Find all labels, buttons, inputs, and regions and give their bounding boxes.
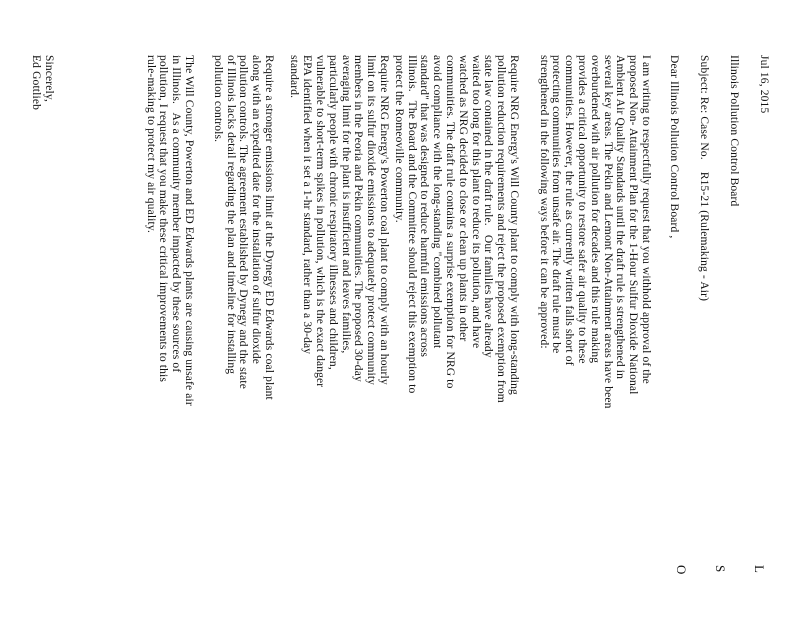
- request-paragraph-line: pollution reduction requirements and reject the proposed exemption from: [495, 55, 508, 403]
- letter-signature: Ed Gottlieb: [30, 55, 42, 110]
- intro-paragraph-line: Ambient Air Quality Standards until the draft rule is strengthened in: [614, 55, 627, 379]
- intro-paragraph-line: I am writing to respectfully request that you withhold approval of the: [640, 55, 652, 384]
- request-paragraph-line: pollution controls.: [211, 55, 224, 143]
- intro-paragraph-line: proposed Non- Attainment Plan for the 1-Hour Sulfur Dioxide National: [627, 55, 640, 395]
- request-paragraph-line: Require NRG Energy's Powerton coal plant to comply with an hourly: [378, 55, 390, 385]
- request-paragraph-line: communities. The draft rule contains a surprise exemption for NRG to: [444, 55, 456, 389]
- letter-date: Jul 16, 2015: [758, 55, 770, 114]
- request-paragraph-line: watched as NRG decided to close or clean up plants in other: [456, 55, 469, 342]
- request-paragraph-line: waited too long for this plant to reduce its pollution, and have: [469, 55, 482, 349]
- request-paragraph-line: standard" that was designed to reduce harmful emissions across: [418, 55, 431, 358]
- request-paragraph-line: limit on its sulfur dioxide emissions to adequately protect community: [365, 55, 378, 386]
- letter-closing: Sincerely,: [43, 55, 55, 103]
- request-paragraph-line: particularly people with chronic respiratory illnesses and children,: [326, 55, 339, 370]
- request-paragraph-line: of Illinois lacks detail regarding the plan and timeline for installing: [224, 55, 237, 375]
- request-paragraph-line: averaging limit for the plant is insufficient and leaves families,: [339, 55, 352, 354]
- request-paragraph-line: protect the Romeoville community.: [392, 55, 405, 223]
- request-paragraph-line: vulnerable to short-term spikes in pollution, which is the exact danger: [314, 55, 326, 388]
- corner-mark-line: L: [752, 565, 767, 573]
- intro-paragraph-line: communities. However, the rule as currently written falls short of: [563, 55, 576, 366]
- request-paragraph-line: along with an expedited date for the installation of sulfur dioxide: [250, 55, 263, 364]
- intro-paragraph-line: strengthened in the following ways before it can be approved:: [537, 55, 550, 349]
- intro-paragraph-line: provides a critical opportunity to restore safer air quality to these: [576, 55, 588, 364]
- request-paragraph-line: pollution controls. The agreement established by Dynegy and the state: [237, 55, 250, 389]
- letter-recipient: Illinois Pollution Control Board: [728, 55, 740, 207]
- letter-subject: Subject: Re: Case No. R15-21 (Rulemaking - Air): [698, 55, 710, 302]
- request-paragraph-line: Illinois. The Board and the Committee should reject this exemption to: [405, 55, 418, 394]
- intro-paragraph-line: overburdened with air pollution for decades and this rule making: [588, 55, 601, 364]
- corner-mark-line: O: [674, 565, 689, 575]
- corner-mark: [649, 565, 792, 578]
- request-paragraph-line: Require a stronger emissions limit at the Dynegy ED Edwards coal plant: [263, 55, 275, 400]
- request-paragraph-line: members in the Peoria and Pekin communities. The proposed 30-day: [352, 55, 365, 382]
- request-paragraph-line: The Will County, Powerton and ED Edwards plants are causing unsafe air: [183, 55, 195, 406]
- corner-mark-line: S: [713, 565, 728, 573]
- intro-paragraph-line: several key areas. The Pekin and Lemont Non-Attainment areas have been: [601, 55, 614, 409]
- request-paragraph-line: in Illinois. As a community member impacted by these sources of: [170, 55, 183, 373]
- request-paragraph-line: state law contained in the draft rule. Our families have already: [482, 55, 495, 358]
- request-paragraph-line: rule-making to protect my air quality.: [144, 55, 157, 234]
- request-paragraph-line: Require NRG Energy's Will County plant to comply with long-standing: [508, 55, 520, 395]
- request-paragraph-line: avoid compliance with the long-standing "combined pollutant: [431, 55, 444, 349]
- request-paragraph-line: EPA identified when it set a 1-hr standard, rather than a 30-day: [301, 55, 314, 355]
- letter-salutation: Dear Illinois Pollution Control Board ,: [668, 55, 680, 239]
- intro-paragraph-line: protecting communities from unsafe air. The draft rule must be: [550, 55, 563, 354]
- request-paragraph-line: pollution, I request that you make these critical improvements to this: [157, 55, 170, 382]
- request-paragraph-line: standard.: [288, 55, 301, 99]
